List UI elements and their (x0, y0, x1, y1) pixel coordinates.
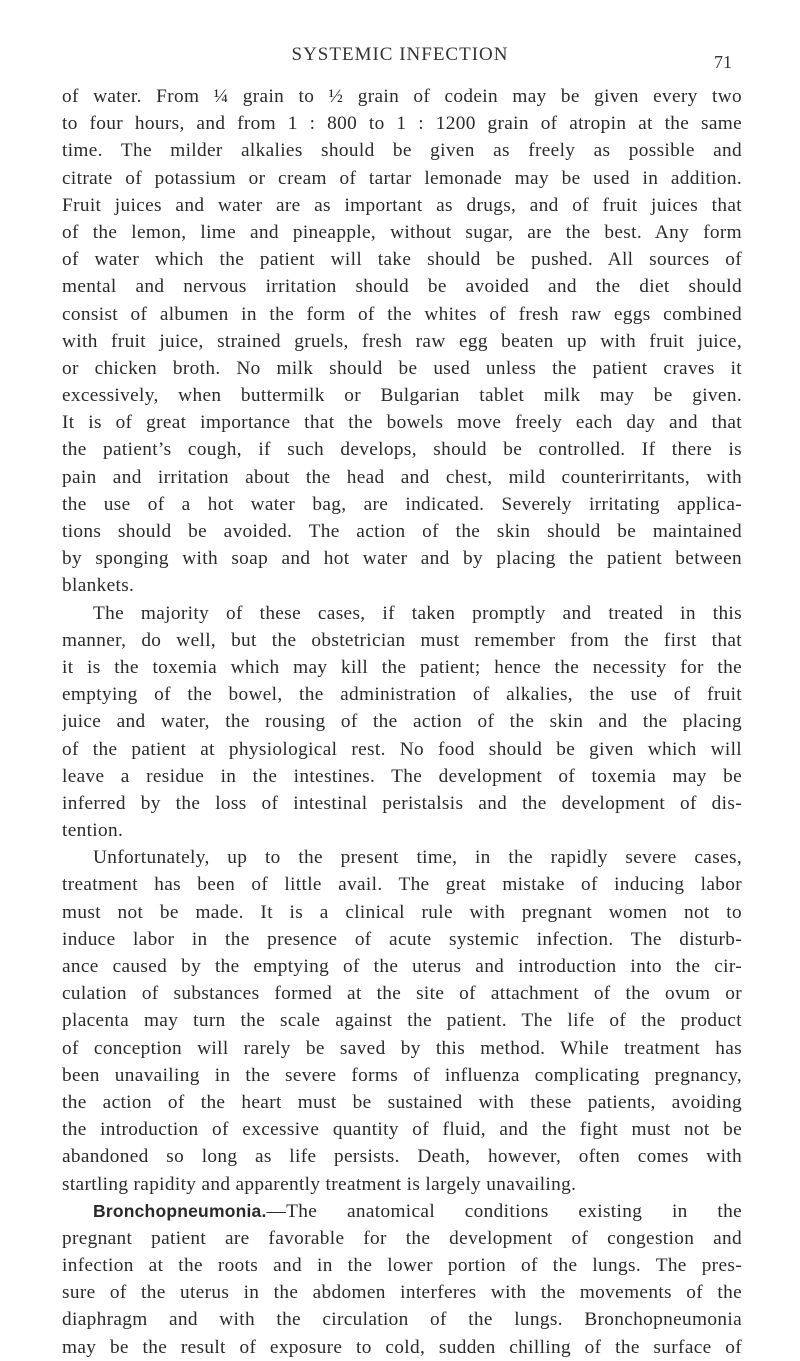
text-line: mental and nervous irritation should be avoided and the diet should (62, 276, 742, 298)
text-line: time. The milder alkalies should be given as freely as possible and (62, 140, 742, 162)
text-line: may be the result of exposure to cold, sudden chilling of the surface of (62, 1336, 742, 1358)
text-line: sure of the uterus in the abdomen interferes with the movements of the (62, 1282, 742, 1304)
text-line: culation of substances formed at the site of attachment of the ovum or (62, 983, 742, 1005)
page-number: 71 (714, 52, 732, 72)
text-line: manner, do well, but the obstetrician must remember from the first that (62, 629, 742, 651)
text-line: diaphragm and with the circulation of the lungs. Bronchopneumonia (62, 1309, 742, 1331)
text-line: inferred by the loss of intestinal peristalsis and the development of dis- (62, 792, 742, 814)
text-line: The majority of these cases, if taken promptly and treated in this (93, 602, 742, 624)
text-line: abandoned so long as life persists. Death, however, often comes with (62, 1146, 742, 1168)
text-line: Unfortunately, up to the present time, in the rapidly severe cases, (93, 847, 742, 869)
text-line: consist of albumen in the form of the whites of fresh raw eggs combined (62, 303, 742, 325)
text-line: been unavailing in the severe forms of influenza complicating pregnancy, (62, 1064, 742, 1086)
text-line: it is the toxemia which may kill the patient; hence the necessity for the (62, 656, 742, 678)
text-line: excessively, when buttermilk or Bulgarian tablet milk may be given. (62, 385, 742, 407)
text-line: infection at the roots and in the lower portion of the lungs. The pres- (62, 1255, 742, 1277)
text-line: emptying of the bowel, the administration of alkalies, the use of fruit (62, 684, 742, 706)
text-line: pregnant patient are favorable for the development of congestion and (62, 1227, 742, 1249)
text-line: the patient’s cough, if such develops, should be controlled. If there is (62, 439, 742, 461)
text-line: pain and irritation about the head and chest, mild counterirritants, with (62, 466, 742, 488)
body-text (62, 83, 742, 1361)
text-line: Fruit juices and water are as important as drugs, and of fruit juices that (62, 194, 742, 216)
text-line: tention. (62, 820, 124, 842)
text-line: treatment has been of little avail. The great mistake of inducing labor (62, 874, 742, 896)
text-line: leave a residue in the intestines. The development of toxemia may be (62, 765, 742, 787)
text-line: to four hours, and from 1 : 800 to 1 : 1200 grain of atropin at the same (62, 113, 742, 135)
running-head-title: SYSTEMIC INFECTION (291, 44, 509, 65)
text-line: placenta may turn the scale against the patient. The life of the product (62, 1010, 742, 1032)
text-line: by sponging with soap and hot water and by placing the patient between (62, 548, 742, 570)
text-line: It is of great importance that the bowels move freely each day and that (62, 412, 742, 434)
text-line: must not be made. It is a clinical rule with pregnant women not to (62, 901, 742, 923)
text-line: with fruit juice, strained gruels, fresh raw egg beaten up with fruit juice, (62, 330, 742, 352)
section-heading-bronchopneumonia: Bronchopneumonia. (93, 1200, 267, 1221)
text-line: of water. From ¼ grain to ½ grain of codein may be given every two (62, 86, 742, 107)
text-line: the action of the heart must be sustained with these patients, avoiding (62, 1091, 742, 1113)
text-line: or chicken broth. No milk should be used unless the patient craves it (62, 357, 742, 379)
text-line: the use of a hot water bag, are indicated. Severely irritating applica- (62, 493, 742, 515)
text-line: startling rapidity and apparently treatment is largely unavailing. (62, 1173, 577, 1195)
text-line: of water which the patient will take should be pushed. All sources of (62, 249, 742, 271)
text-line: tions should be avoided. The action of the skin should be maintained (62, 521, 742, 542)
text-line: citrate of potassium or cream of tartar lemonade may be used in addition. (62, 167, 742, 189)
text-line: the introduction of excessive quantity of fluid, and the fight must not be (62, 1119, 742, 1141)
text-line: of the lemon, lime and pineapple, without sugar, are the best. Any form (62, 221, 742, 243)
bronchopneumonia-first-line (62, 1198, 742, 1225)
text-line: ance caused by the emptying of the uterus and introduction into the cir- (62, 956, 742, 977)
text-line: induce labor in the presence of acute systemic infection. The disturb- (62, 928, 742, 950)
text-line: of conception will rarely be saved by this method. While treatment has (62, 1037, 742, 1059)
text-line: of the patient at physiological rest. No food should be given which will (62, 738, 742, 760)
text-line: blankets. (62, 575, 135, 597)
bronchopneumonia-first-line-text: —The anatomical conditions existing in the (266, 1200, 742, 1222)
text-line: juice and water, the rousing of the action of the skin and the placing (62, 711, 742, 733)
